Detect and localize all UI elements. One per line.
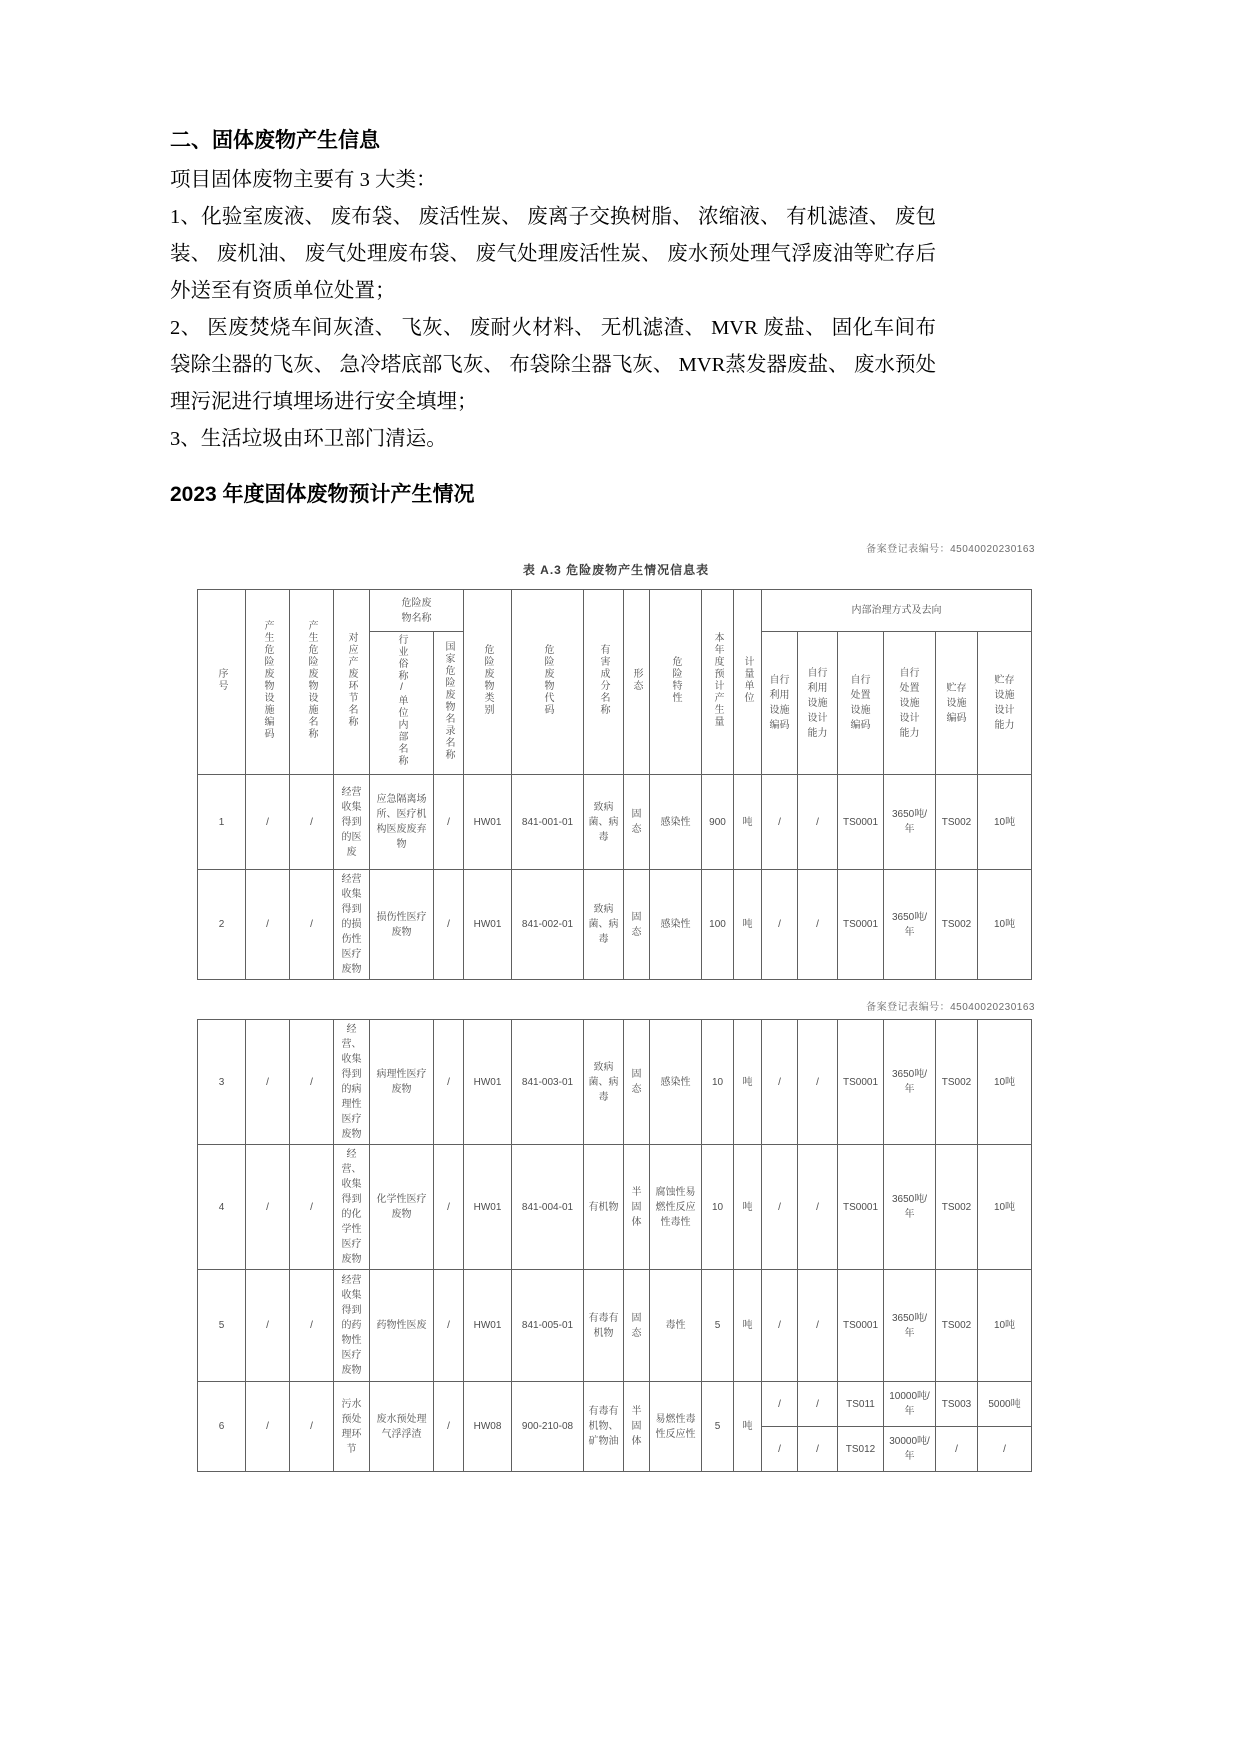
text-section xyxy=(170,126,936,516)
table-cell: 吨 xyxy=(734,1270,762,1382)
table-cell: / xyxy=(246,870,290,980)
table-cell: 感染性 xyxy=(650,870,702,980)
table-cell: / xyxy=(290,1020,334,1145)
intro-line: 项目固体废物主要有 3 大类： xyxy=(170,169,437,191)
header-form: 形态 xyxy=(624,590,650,775)
table-cell: 3650吨/年 xyxy=(884,1145,936,1270)
table-cell: / xyxy=(762,1145,798,1270)
table-cell: TS002 xyxy=(936,1020,978,1145)
waste-table-2 xyxy=(197,1019,1032,1472)
table-cell: 3650吨/年 xyxy=(884,1020,936,1145)
table-cell: / xyxy=(290,1270,334,1382)
registry-number-1: 备案登记表编号：45040020230163 xyxy=(866,544,1035,555)
table-cell: 致病菌、病毒 xyxy=(584,1020,624,1145)
table-cell: 腐蚀性易燃性反应性毒性 xyxy=(650,1145,702,1270)
table-cell: 3650吨/年 xyxy=(884,870,936,980)
table-cell: TS011 xyxy=(838,1382,884,1427)
table-cell: HW01 xyxy=(464,1270,512,1382)
table-cell: 100 xyxy=(702,870,734,980)
table-cell: / xyxy=(246,775,290,870)
table-cell: / xyxy=(434,1270,464,1382)
table-cell: / xyxy=(434,1382,464,1472)
table-cell: 1 xyxy=(198,775,246,870)
table-cell: / xyxy=(290,1145,334,1270)
table-cell: 感染性 xyxy=(650,1020,702,1145)
table-cell: / xyxy=(434,775,464,870)
header-facility-name: 产生危险废物设施名称 xyxy=(290,590,334,775)
table-cell: TS002 xyxy=(936,1270,978,1382)
table-cell: / xyxy=(762,1020,798,1145)
header-self-use-capacity: 自行利用设施设计能力 xyxy=(798,632,838,775)
table-cell: 10吨 xyxy=(978,870,1032,980)
table-cell: / xyxy=(762,1427,798,1472)
table-cell: / xyxy=(290,870,334,980)
table-cell: 841-002-01 xyxy=(512,870,584,980)
table-cell: 10吨 xyxy=(978,775,1032,870)
table-cell: 经营收集得到的药物性医疗废物 xyxy=(334,1270,370,1382)
table-cell: 固态 xyxy=(624,1020,650,1145)
table-cell: 900-210-08 xyxy=(512,1382,584,1472)
table-cell: / xyxy=(936,1427,978,1472)
table-cell: / xyxy=(434,1020,464,1145)
table-cell: / xyxy=(246,1145,290,1270)
table-cell: 经营、收集得到的病理性医疗废物 xyxy=(334,1020,370,1145)
table-cell: / xyxy=(762,1382,798,1427)
table-cell: 致病菌、病毒 xyxy=(584,775,624,870)
table-row xyxy=(198,1145,1032,1270)
table-cell: / xyxy=(978,1427,1032,1472)
table-cell: 废水预处理气浮浮渣 xyxy=(370,1382,434,1472)
table-cell: 应急隔离场所、医疗机构医废废弃物 xyxy=(370,775,434,870)
table-cell: / xyxy=(798,775,838,870)
waste-table-1 xyxy=(197,589,1032,980)
table-cell: / xyxy=(798,1427,838,1472)
header-industry-name: 行业俗称/单位内部名称 xyxy=(370,632,434,775)
table-cell: 半固体 xyxy=(624,1145,650,1270)
hazardous-waste-table-part1 xyxy=(197,540,1035,980)
table-cell: 经营、收集得到的化学性医疗废物 xyxy=(334,1145,370,1270)
table-header xyxy=(198,590,1032,775)
table-cell: TS003 xyxy=(936,1382,978,1427)
table-cell: 经营收集得到的医废 xyxy=(334,775,370,870)
table-cell: TS002 xyxy=(936,1145,978,1270)
table-cell: / xyxy=(762,1270,798,1382)
header-storage-capacity: 贮存设施设计能力 xyxy=(978,632,1032,775)
table-cell: 10吨 xyxy=(978,1145,1032,1270)
header-self-use-code: 自行利用设施编码 xyxy=(762,632,798,775)
table-title: 表 A.3 危险废物产生情况信息表 xyxy=(522,563,710,577)
table-cell: 有机物 xyxy=(584,1145,624,1270)
header-row-group xyxy=(198,590,1032,632)
table-cell: 841-005-01 xyxy=(512,1270,584,1382)
table-cell: 吨 xyxy=(734,1382,762,1472)
table-cell: 10吨 xyxy=(978,1270,1032,1382)
table-cell: 10 xyxy=(702,1145,734,1270)
table-cell: 吨 xyxy=(734,1020,762,1145)
table-cell: / xyxy=(798,870,838,980)
header-self-disposal-code: 自行处置设施编码 xyxy=(838,632,884,775)
table-cell: TS0001 xyxy=(838,870,884,980)
table-row xyxy=(198,1382,1032,1427)
table-cell: 10 xyxy=(702,1020,734,1145)
paragraph-2: 2、 医废焚烧车间灰渣、 飞灰、 废耐火材料、 无机滤渣、 MVR 废盐、 固化车间布袋除尘器的飞灰、 急冷塔底部飞灰、 布袋除尘器飞灰、 MVR蒸发器废盐、 废水预处理污泥进行填埋场进行安全填埋； xyxy=(170,317,936,413)
table-cell: HW01 xyxy=(464,870,512,980)
table-cell: / xyxy=(798,1020,838,1145)
hazardous-waste-table-part2 xyxy=(197,998,1035,1472)
table-cell: 易燃性毒性反应性 xyxy=(650,1382,702,1472)
table-cell: / xyxy=(798,1145,838,1270)
table-cell: 污水预处理环节 xyxy=(334,1382,370,1472)
table-cell: / xyxy=(290,1382,334,1472)
table-cell: HW01 xyxy=(464,775,512,870)
header-national-name: 国家危险废物名录名称 xyxy=(434,632,464,775)
table-cell: 致病菌、病毒 xyxy=(584,870,624,980)
table-cell: 吨 xyxy=(734,870,762,980)
table-cell: / xyxy=(798,1270,838,1382)
table-cell: 病理性医疗废物 xyxy=(370,1020,434,1145)
table-cell: TS0001 xyxy=(838,775,884,870)
table-cell: / xyxy=(762,775,798,870)
header-index: 序号 xyxy=(198,590,246,775)
table-cell: HW08 xyxy=(464,1382,512,1472)
table-cell: TS0001 xyxy=(838,1270,884,1382)
table-cell: TS002 xyxy=(936,870,978,980)
table-cell: 841-001-01 xyxy=(512,775,584,870)
table-cell: 吨 xyxy=(734,1145,762,1270)
table-cell: 5 xyxy=(702,1270,734,1382)
table-cell: 吨 xyxy=(734,775,762,870)
header-hazard-property: 危险特性 xyxy=(650,590,702,775)
table-cell: 有毒有机物、矿物油 xyxy=(584,1382,624,1472)
table-cell: 经营收集得到的损伤性医疗废物 xyxy=(334,870,370,980)
table-cell: HW01 xyxy=(464,1145,512,1270)
table-cell: TS0001 xyxy=(838,1020,884,1145)
table-cell: / xyxy=(246,1382,290,1472)
table-cell: TS0001 xyxy=(838,1145,884,1270)
table-body-1 xyxy=(198,775,1032,980)
table-cell: 5000吨 xyxy=(978,1382,1032,1427)
table-cell: 3650吨/年 xyxy=(884,1270,936,1382)
header-process-link: 对应产废环节名称 xyxy=(334,590,370,775)
table-cell: 2 xyxy=(198,870,246,980)
table-cell: / xyxy=(246,1270,290,1382)
paragraph-1: 1、化验室废液、 废布袋、 废活性炭、 废离子交换树脂、 浓缩液、 有机滤渣、 废包装、 废机油、 废气处理废布袋、 废气处理废活性炭、 废水预处理气浮废油等贮存后外送至有资质单位处置； xyxy=(170,206,936,302)
registry-number-2: 备案登记表编号：45040020230163 xyxy=(866,1002,1035,1013)
header-unit: 计量单位 xyxy=(734,590,762,775)
table-row xyxy=(198,1270,1032,1382)
table-cell: 半固体 xyxy=(624,1382,650,1472)
table-cell: 5 xyxy=(198,1270,246,1382)
header-waste-name-group: 危险废物名称 xyxy=(370,590,464,632)
table-cell: / xyxy=(434,870,464,980)
table-cell: 固态 xyxy=(624,775,650,870)
table-cell: 841-003-01 xyxy=(512,1020,584,1145)
table-cell: 药物性医废 xyxy=(370,1270,434,1382)
header-waste-code: 危险废物代码 xyxy=(512,590,584,775)
table-cell: / xyxy=(290,775,334,870)
table-cell: TS012 xyxy=(838,1427,884,1472)
table-body-2 xyxy=(198,1020,1032,1472)
table-cell: 固态 xyxy=(624,1270,650,1382)
table-cell: 固态 xyxy=(624,870,650,980)
table-cell: / xyxy=(434,1145,464,1270)
paragraph-3: 3、生活垃圾由环卫部门清运。 xyxy=(170,428,447,450)
table-cell: 10吨 xyxy=(978,1020,1032,1145)
table-cell: 900 xyxy=(702,775,734,870)
subsection-heading: 2023 年度固体废物预计产生情况 xyxy=(170,483,475,506)
header-annual-amount: 本年度预计产生量 xyxy=(702,590,734,775)
table-cell: TS002 xyxy=(936,775,978,870)
table-cell: 有毒有机物 xyxy=(584,1270,624,1382)
header-storage-code: 贮存设施编码 xyxy=(936,632,978,775)
table-cell: / xyxy=(762,870,798,980)
table-cell: 化学性医疗废物 xyxy=(370,1145,434,1270)
table-cell: 841-004-01 xyxy=(512,1145,584,1270)
table-cell: 30000吨/年 xyxy=(884,1427,936,1472)
table-cell: 4 xyxy=(198,1145,246,1270)
header-waste-category: 危险废物类别 xyxy=(464,590,512,775)
table-cell: 感染性 xyxy=(650,775,702,870)
table-cell: 3650吨/年 xyxy=(884,775,936,870)
table-cell: 10000吨/年 xyxy=(884,1382,936,1427)
header-internal-group: 内部治理方式及去向 xyxy=(762,590,1032,632)
header-harmful-component: 有害成分名称 xyxy=(584,590,624,775)
table-cell: 6 xyxy=(198,1382,246,1472)
table-cell: 3 xyxy=(198,1020,246,1145)
header-self-disposal-capacity: 自行处置设施设计能力 xyxy=(884,632,936,775)
table-cell: / xyxy=(798,1382,838,1427)
table-row xyxy=(198,1020,1032,1145)
table-row xyxy=(198,870,1032,980)
table-cell: HW01 xyxy=(464,1020,512,1145)
table-cell: 损伤性医疗废物 xyxy=(370,870,434,980)
header-facility-code: 产生危险废物设施编码 xyxy=(246,590,290,775)
table-cell: 5 xyxy=(702,1382,734,1472)
table-row xyxy=(198,775,1032,870)
table-cell: / xyxy=(246,1020,290,1145)
table-cell: 毒性 xyxy=(650,1270,702,1382)
section-heading: 二、固体废物产生信息 xyxy=(170,129,380,152)
